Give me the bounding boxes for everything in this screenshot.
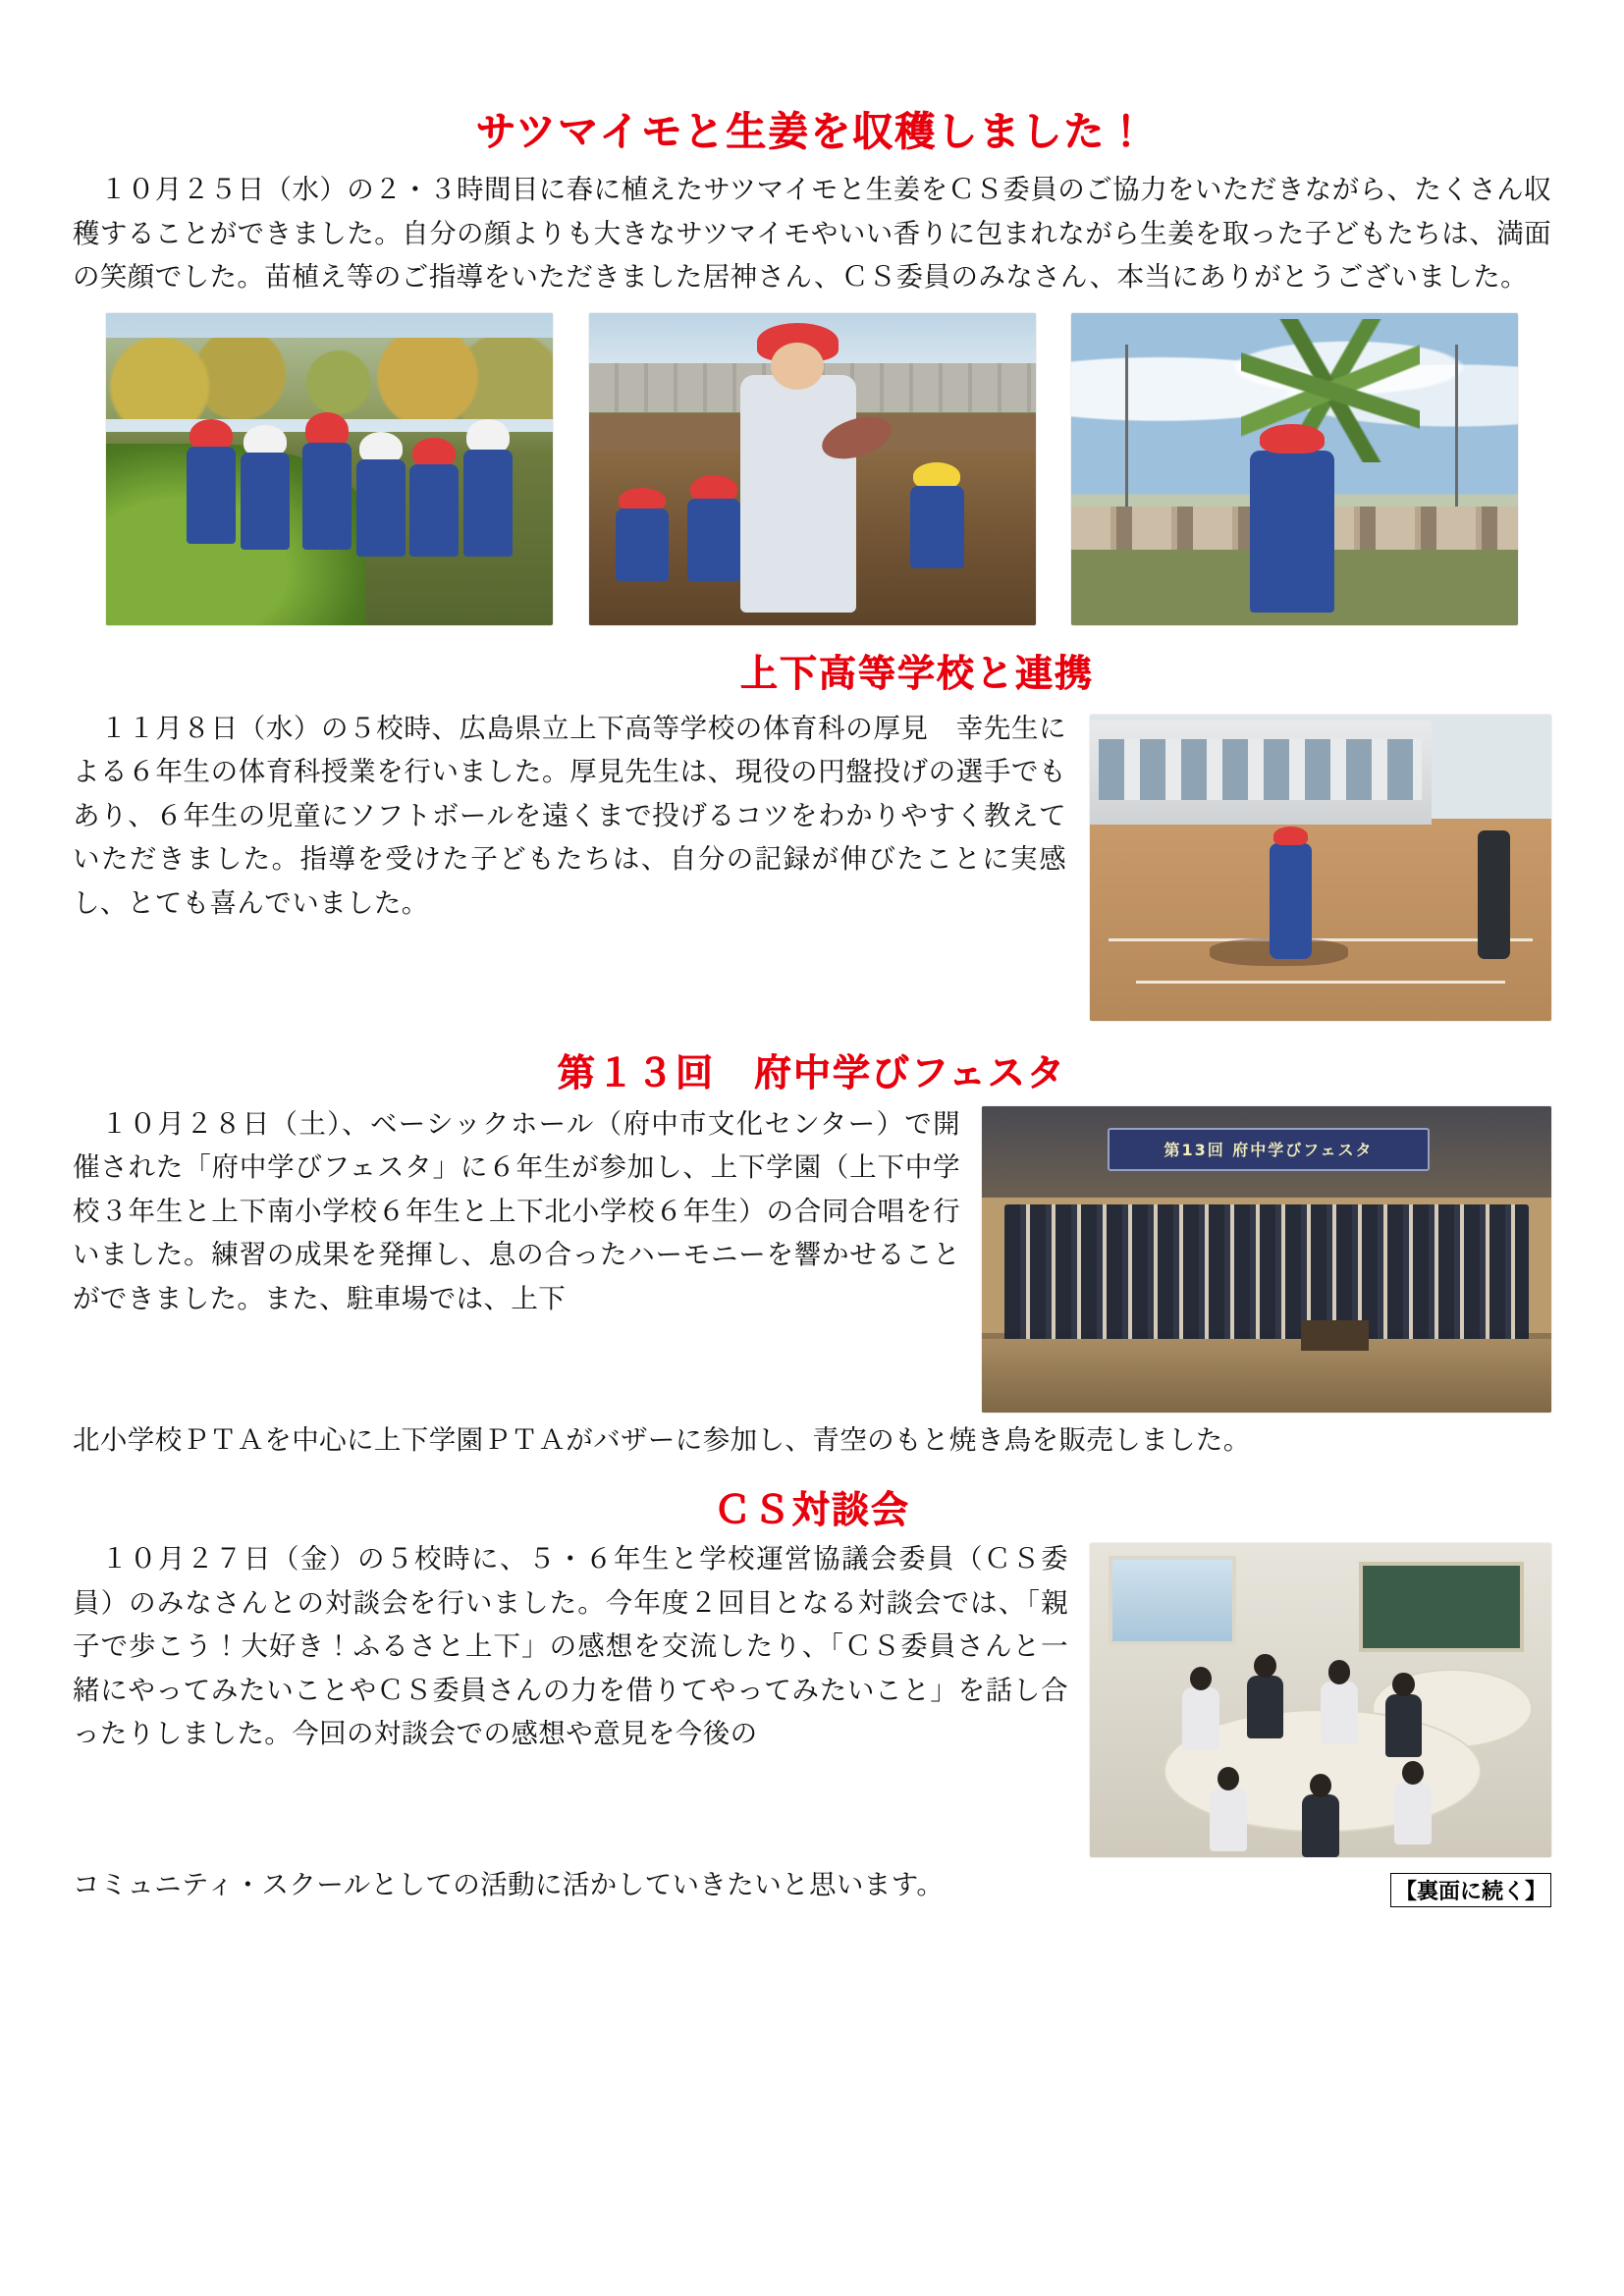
section-heading-fuchu-manabi-festa: 第１３回 府中学びフェスタ <box>557 1050 1067 1095</box>
photo-podium <box>1301 1320 1370 1351</box>
photo-child <box>463 419 513 557</box>
photo-cs-meeting <box>1090 1543 1551 1857</box>
photo-teacher <box>1478 830 1510 959</box>
photo-girl-with-potato <box>589 313 1036 625</box>
section-body-joge-high-school: １１月８日（水）の５校時、広島県立上下高等学校の体育科の厚見 幸先生による６年生の体育科授業を行いました。厚見先生は、現役の円盤投げの選手でもあり、６年生の児童にソフトボールを遠くまで投げるコツをわかりやすく教えていただきました。指導を受けた子どもたちは、自分の記録が伸びたことに実感し、とても喜んでいました。 <box>73 712 1066 919</box>
photo-child <box>409 438 459 557</box>
photo-pupil <box>1270 843 1311 960</box>
photo-participant <box>1302 1794 1339 1857</box>
section-heading-cs-taidankai: ＣＳ対談会 <box>713 1488 910 1532</box>
photo-child <box>241 425 290 550</box>
photo-girl <box>740 375 856 613</box>
section-heading-sweet-potato: サツマイモと生姜を収穫しました！ <box>475 108 1149 155</box>
photo-harvest-field <box>106 313 553 625</box>
continue-note: 【裏面に続く】 <box>1390 1873 1551 1907</box>
photo-participant <box>1385 1694 1423 1757</box>
photo-child-with-ginger <box>1071 313 1518 625</box>
section-body-cs-taidankai-tail-row <box>73 1863 1551 1907</box>
section-cs-taidankai <box>73 1537 1551 1863</box>
photo-participant <box>1182 1687 1219 1750</box>
photo-child <box>187 419 236 544</box>
section-heading-joge-high-school: 上下高等学校と連携 <box>739 651 1094 695</box>
photo-participant <box>1247 1676 1284 1738</box>
section-fuchu-manabi-festa <box>73 1102 1551 1418</box>
photo-participant <box>1394 1782 1432 1844</box>
photo-row-harvest <box>106 313 1518 625</box>
photo-child <box>302 412 352 550</box>
photo-child <box>1250 451 1334 613</box>
section-body-fuchu-manabi-festa-wrap: １０月２８日（土）、ベーシックホール（府中市文化センター）で開催された「府中学びフェスタ」に６年生が参加し、上下学園（上下中学校３年生と上下南小学校６年生と上下北小学校６年生）の合同合唱を行いました。練習の成果を発揮し、息の合ったハーモニーを響かせることができました。また、駐車場では、上下 <box>73 1107 960 1314</box>
photo-chorus-stage <box>982 1106 1551 1413</box>
section-body-cs-taidankai-wrap: １０月２７日（金）の５校時に、５・６年生と学校運営協議会委員（ＣＳ委員）のみなさんとの対談会を行いました。今年度２回目となる対談会では、「親子で歩こう！大好き！ふるさと上下」の感想を交流したり、「ＣＳ委員さんと一緒にやってみたいことやＣＳ委員さんの力を借りてやってみたいこと」を話し合ったりしました。今回の対談会での感想や意見を今後の <box>73 1543 1068 1750</box>
photo-whiteboard <box>1359 1562 1524 1651</box>
section-joge-high-school <box>73 707 1551 1027</box>
photo-utility-pole <box>1455 345 1458 519</box>
photo-chorus-rows <box>1004 1204 1529 1346</box>
photo-stage-floor <box>982 1339 1551 1413</box>
photo-pe-lesson <box>1090 715 1551 1021</box>
photo-participant <box>1321 1682 1358 1744</box>
section-body-sweet-potato: １０月２５日（水）の２・３時間目に春に植えたサツマイモと生姜をＣＳ委員のご協力をいただきながら、たくさん収穫することができました。自分の顔よりも大きなサツマイモやいい香りに包まれながら生姜を取った子どもたちは、満面の笑顔でした。苗植え等のご指導をいただきました居神さん、ＣＳ委員のみなさん、本当にありがとうございました。 <box>73 174 1551 294</box>
photo-child <box>687 475 741 581</box>
photo-child <box>616 488 670 581</box>
photo-windows <box>1099 739 1422 800</box>
photo-child <box>910 462 964 568</box>
photo-participant <box>1210 1789 1247 1851</box>
section-body-fuchu-manabi-festa-tail: 北小学校ＰＴＡを中心に上下学園ＰＴＡがバザーに参加し、青空のもと焼き鳥を販売しました。 <box>73 1423 1251 1456</box>
stage-banner-text: 第13回 府中学びフェスタ <box>1108 1128 1431 1172</box>
section-body-cs-taidankai-tail: コミュニティ・スクールとしての活動に活かしていきたいと思います。 <box>73 1869 945 1901</box>
photo-window <box>1109 1556 1236 1645</box>
photo-utility-pole <box>1125 345 1128 519</box>
photo-child <box>356 432 406 557</box>
photo-trees <box>106 338 553 419</box>
